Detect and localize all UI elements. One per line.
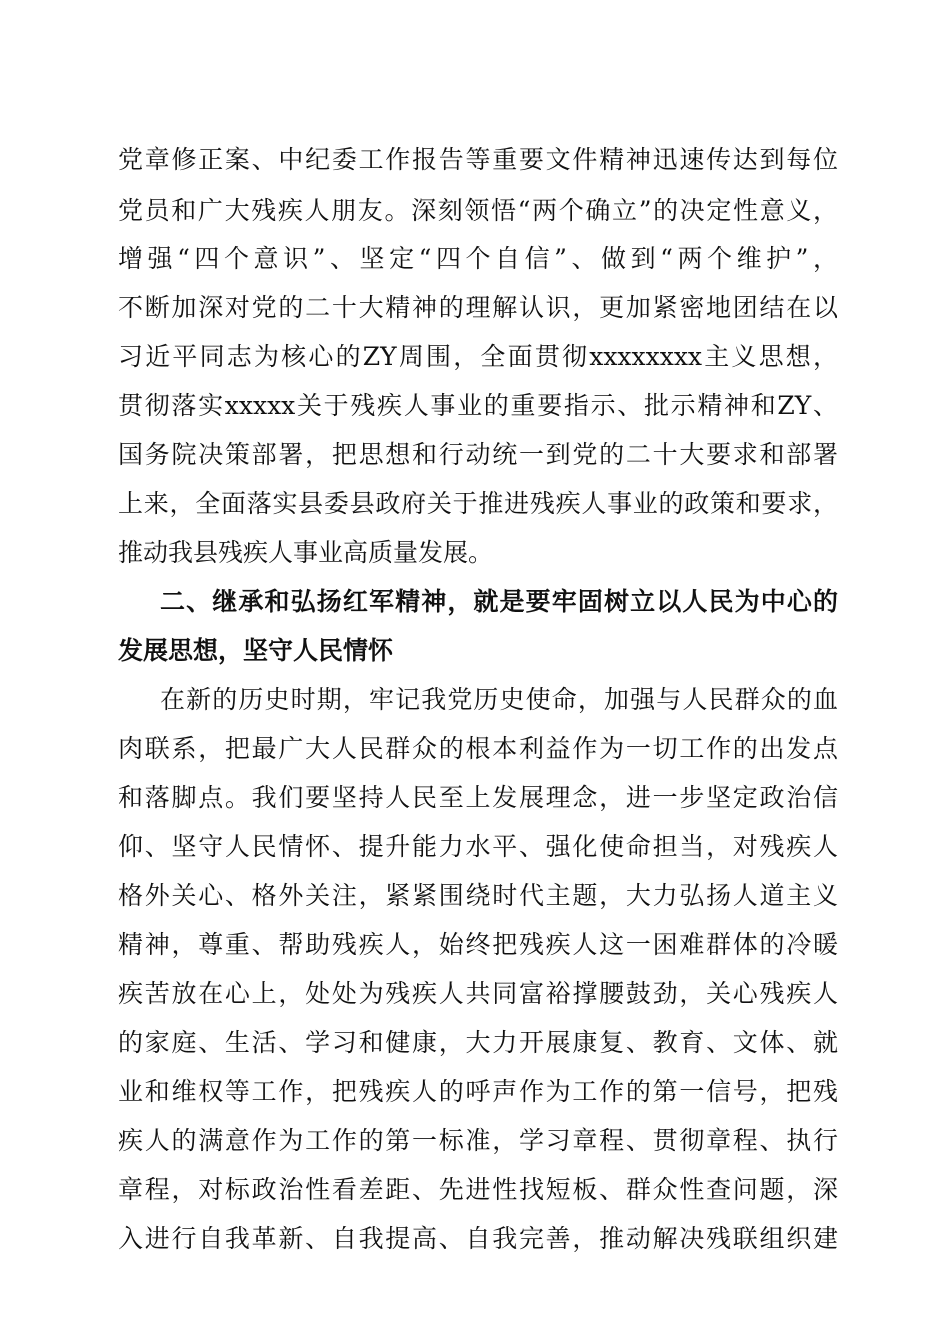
paragraph-line: 在新的历史时期，牢记我党历史使命，加强与人民群众的血 xyxy=(160,685,838,714)
paragraph-line: 党员和广大残疾人朋友。深刻领悟“两个确立”的决定性意义， xyxy=(118,196,838,225)
paragraph-line: 增强“四个意识”、坚定“四个自信”、做到“两个维护”， xyxy=(118,244,838,273)
paragraph-line: 疾人的满意作为工作的第一标准，学习章程、贯彻章程、执行 xyxy=(118,1126,838,1155)
paragraph-line: 仰、坚守人民情怀、提升能力水平、强化使命担当，对残疾人 xyxy=(118,832,838,861)
section-heading: 发展思想，坚守人民情怀 xyxy=(118,636,394,665)
paragraph-line: 习近平同志为核心的ZY周围，全面贯彻xxxxxxxx主义思想， xyxy=(118,342,838,371)
paragraph-line: 党章修正案、中纪委工作报告等重要文件精神迅速传达到每位 xyxy=(118,145,838,174)
paragraph-line: 疾苦放在心上，处处为残疾人共同富裕撑腰鼓劲，关心残疾人 xyxy=(118,979,838,1008)
paragraph-line: 国务院决策部署，把思想和行动统一到党的二十大要求和部署 xyxy=(118,440,838,469)
paragraph-line: 贯彻落实xxxxx关于残疾人事业的重要指示、批示精神和ZY、 xyxy=(118,391,838,420)
paragraph-line: 精神，尊重、帮助残疾人，始终把残疾人这一困难群体的冷暖 xyxy=(118,930,838,959)
paragraph-line: 和落脚点。我们要坚持人民至上发展理念，进一步坚定政治信 xyxy=(118,783,838,812)
paragraph-line: 章程，对标政治性看差距、先进性找短板、群众性查问题，深 xyxy=(118,1175,838,1204)
paragraph-line: 格外关心、格外关注，紧紧围绕时代主题，大力弘扬人道主义 xyxy=(118,881,838,910)
paragraph-line: 不断加深对党的二十大精神的理解认识，更加紧密地团结在以 xyxy=(118,293,838,322)
section-heading: 二、继承和弘扬红军精神，就是要牢固树立以人民为中心的 xyxy=(160,587,838,616)
paragraph-line: 推动我县残疾人事业高质量发展。 xyxy=(118,538,494,567)
paragraph-line: 肉联系，把最广大人民群众的根本利益作为一切工作的出发点 xyxy=(118,734,838,763)
paragraph-line: 业和维权等工作，把残疾人的呼声作为工作的第一信号，把残 xyxy=(118,1077,838,1106)
paragraph-line: 的家庭、生活、学习和健康，大力开展康复、教育、文体、就 xyxy=(118,1028,838,1057)
paragraph-line: 上来，全面落实县委县政府关于推进残疾人事业的政策和要求， xyxy=(118,489,838,518)
paragraph-line: 入进行自我革新、自我提高、自我完善，推动解决残联组织建 xyxy=(118,1224,838,1253)
